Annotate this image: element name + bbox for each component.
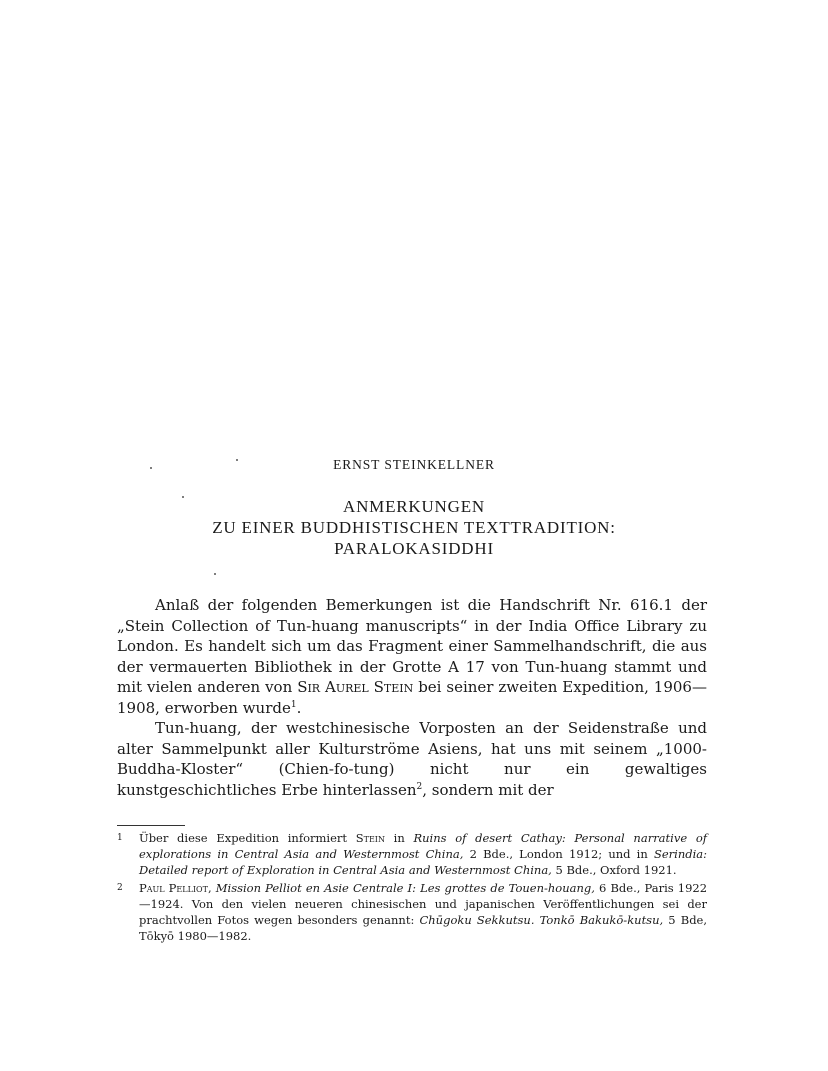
footnote-number: 1 [117, 833, 123, 843]
footnote-ref-1[interactable]: 1 [290, 699, 297, 710]
person-name: Sir Aurel Stein [297, 678, 414, 696]
body-text [117, 595, 707, 800]
footnote-author: Paul Pelliot, [139, 881, 212, 895]
footnote-number: 2 [117, 883, 123, 893]
footnote-divider [117, 825, 185, 826]
article-title [0, 496, 828, 559]
footnote-book-title: Serindia: Detailed report of Exploration in Central Asia and Westernmost China, [139, 847, 708, 877]
title-line-3: PARALOKASIDDHI [334, 539, 494, 558]
footnote-text: 5 Bde, Tōkyō 1980—1982. [139, 913, 708, 943]
footnote-text: 5 Bde., Oxford 1921. [555, 863, 677, 877]
footnote-text: in [393, 831, 405, 845]
paragraph-2 [117, 718, 707, 800]
title-line-1: ANMERKUNGEN [343, 497, 485, 516]
footnote-book-title: Ruins of desert Cathay: Personal narrative of explorations in Central Asia and Westernmost China, [139, 831, 708, 861]
footnote-ref-2[interactable]: 2 [416, 781, 423, 792]
footnote-author: Stein [355, 831, 385, 845]
paragraph-1-text: Anlaß der folgenden Bemerkungen ist die Handschrift Nr. 616.1 der „Stein Collection of Tun-huang manuscripts“ in der India Office Library zu London. Es handelt sich um das Fragment einer Sammelhandschrift, die aus der vermauerten Bibliothek in der Grotte A 17 von Tun-huang stammt und mit vielen anderen von [117, 596, 707, 696]
scan-speck [214, 573, 216, 575]
footnote-text: 2 Bde., London 1912; und in [469, 847, 648, 861]
footnote-1 [117, 830, 707, 878]
footnotes [117, 830, 707, 946]
paragraph-2-text: Tun-huang, der westchinesische Vorposten an der Seidenstraße und alter Sammelpunkt aller Kulturströme Asiens, hat uns mit seinem „1000-Buddha-Kloster“ (Chien-fo-tung) nicht nur ein gewaltiges kunstgeschichtliches Erbe hinterlassen [117, 719, 707, 799]
footnote-book-title: Mission Pelliot en Asie Centrale I: Les grottes de Touen-houang, [215, 881, 595, 895]
footnote-2 [117, 880, 707, 944]
paragraph-1 [117, 595, 707, 718]
paragraph-2-text-cont: , sondern mit der [422, 780, 554, 799]
footnote-text: 6 Bde., Paris 1922—1924. Von den vielen neueren chinesischen und japanischen Veröffentlichungen sei der prachtvollen Fotos wegen besonders genannt: [139, 881, 708, 927]
paragraph-1-text-cont: bei seiner zweiten Expedition, 1906—1908, erworben wurde [117, 678, 707, 717]
author-name: ERNST STEINKELLNER [333, 457, 495, 472]
footnote-text: Über diese Expedition informiert [139, 831, 348, 845]
footnote-book-title: Chūgoku Sekkutsu. Tonkō Bakukō-kutsu, [419, 913, 664, 927]
title-line-2: ZU EINER BUDDHISTISCHEN TEXTTRADITION: [212, 518, 616, 537]
paragraph-1-end: . [296, 698, 302, 717]
